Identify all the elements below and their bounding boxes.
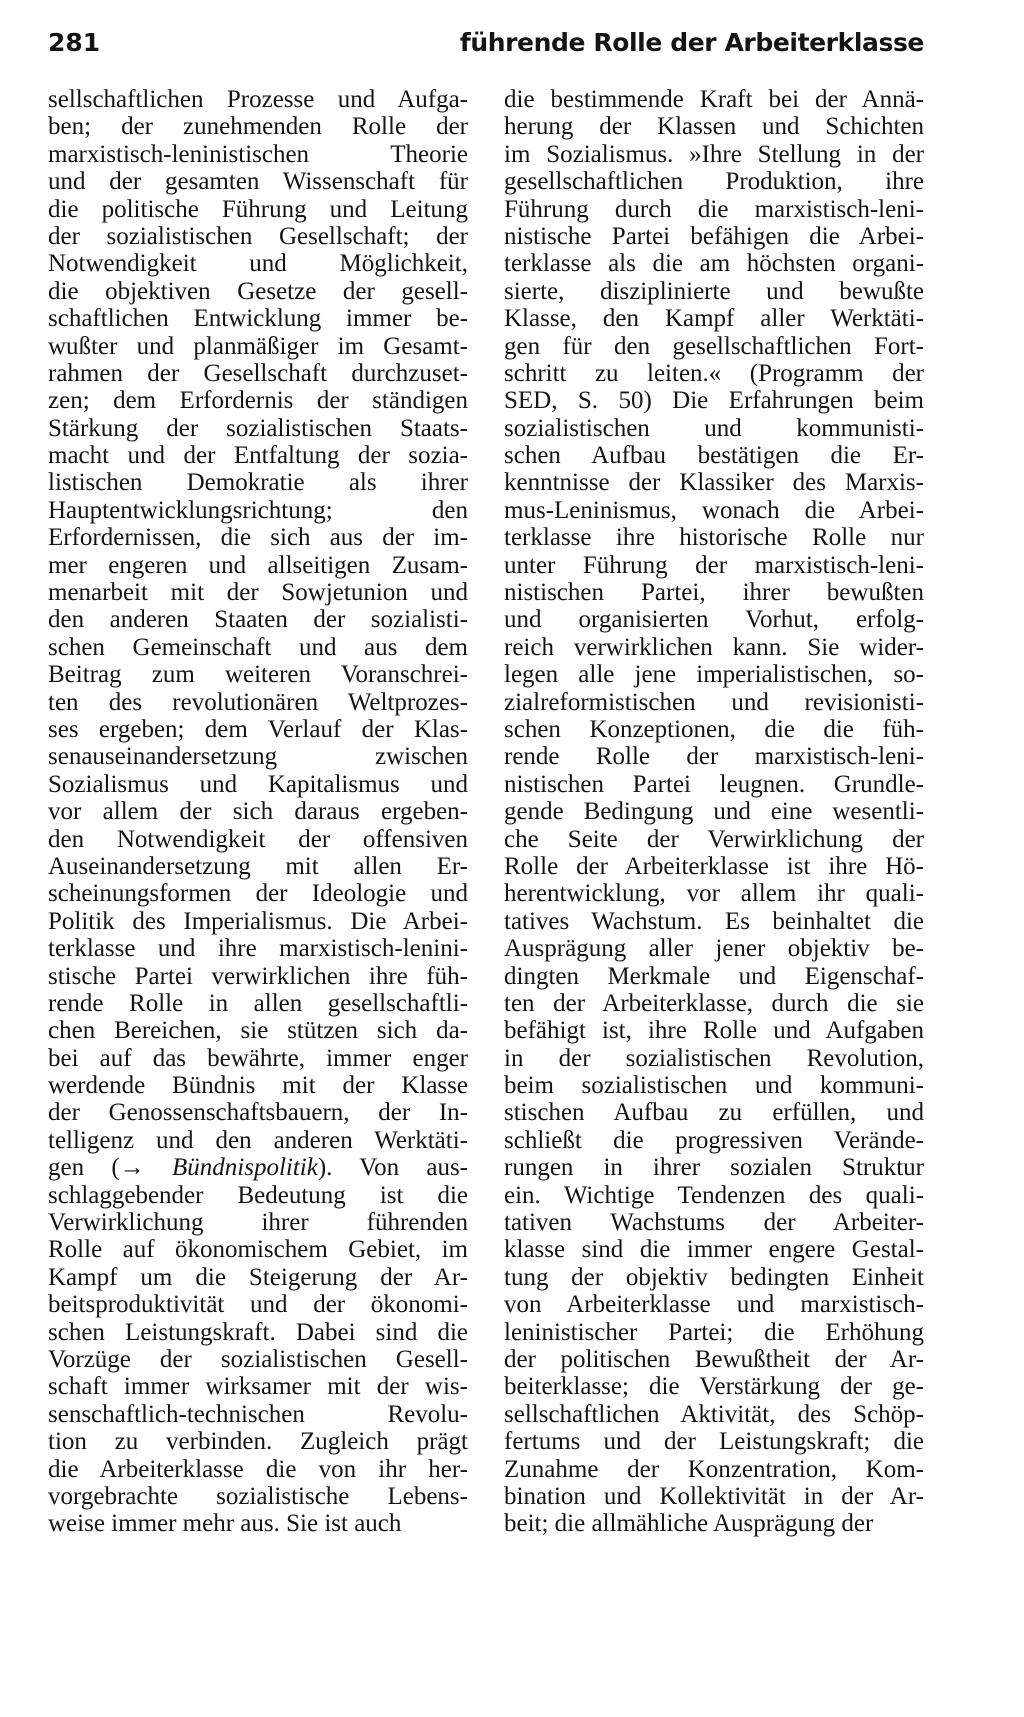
- text-line: rungen in ihrer sozialen Struktur: [504, 1154, 924, 1182]
- text-line: reich verwirklichen kann. Sie wider-: [504, 633, 924, 661]
- text-line: ses ergeben; dem Verlauf der Klas-: [48, 715, 468, 743]
- text-line: befähigt ist, ihre Rolle und Aufgaben: [504, 1017, 924, 1045]
- text-line: den Notwendigkeit der offensiven: [48, 825, 468, 853]
- text-line: die objektiven Gesetze der gesell-: [48, 277, 468, 305]
- text-line: kenntnisse der Klassiker des Marxis-: [504, 469, 924, 497]
- text-line: beit; die allmähliche Ausprägung der: [504, 1510, 874, 1538]
- text-line: in der sozialistischen Revolution,: [504, 1044, 924, 1072]
- text-line: marxistisch-leninistischen Theorie: [48, 140, 468, 168]
- text-line: Zunahme der Konzentration, Kom-: [504, 1455, 924, 1483]
- text-line: Kampf um die Steigerung der Ar-: [48, 1263, 468, 1291]
- text-line: che Seite der Verwirklichung der: [504, 825, 924, 853]
- text-line: Hauptentwicklungsrichtung; den: [48, 496, 468, 524]
- text-line: fertums und der Leistungskraft; die: [504, 1428, 924, 1456]
- text-line: tativen Wachstums der Arbeiter-: [504, 1209, 924, 1237]
- text-line: gen für den gesellschaftlichen Fort-: [504, 332, 924, 360]
- text-column-left: [48, 86, 468, 1538]
- cross-reference-tail: ). Von aus-: [317, 1154, 468, 1182]
- text-line: schen Leistungskraft. Dabei sind die: [48, 1318, 468, 1346]
- text-line: ein. Wichtige Tendenzen des quali-: [504, 1181, 924, 1209]
- text-line: bination und Kollektivität in der Ar-: [504, 1482, 924, 1510]
- text-line: sierte, disziplinierte und bewußte: [504, 277, 924, 305]
- text-line: ten der Arbeiterklasse, durch die sie: [504, 989, 924, 1017]
- text-line: zialreformistischen und revisionisti-: [504, 688, 924, 716]
- text-line: gesellschaftlichen Produktion, ihre: [504, 168, 924, 196]
- text-line: Führung durch die marxistisch-leni-: [504, 195, 924, 223]
- text-line: sellschaftlichen Aktivität, des Schöp-: [504, 1400, 924, 1428]
- text-line: beim sozialistischen und kommuni-: [504, 1072, 924, 1100]
- text-line: gende Bedingung und eine wesentli-: [504, 798, 924, 826]
- text-line: der Genossenschaftsbauern, der In-: [48, 1099, 468, 1127]
- cross-reference-head: gen (→: [48, 1154, 172, 1182]
- page-number: 281: [48, 28, 101, 57]
- text-line: vorgebrachte sozialistische Lebens-: [48, 1482, 468, 1510]
- text-line: schen Konzeptionen, die die füh-: [504, 715, 924, 743]
- running-head: führende Rolle der Arbeiterklasse: [459, 28, 924, 57]
- text-line: Notwendigkeit und Möglichkeit,: [48, 250, 468, 278]
- text-line: Beitrag zum weiteren Voranschrei-: [48, 661, 468, 689]
- text-line: Verwirklichung ihrer führenden: [48, 1209, 468, 1237]
- text-line: herung der Klassen und Schichten: [504, 113, 924, 141]
- text-line: rende Rolle in allen gesellschaftli-: [48, 989, 468, 1017]
- text-line: werdende Bündnis mit der Klasse: [48, 1072, 468, 1100]
- text-line: rahmen der Gesellschaft durchzuset-: [48, 359, 468, 387]
- text-line: zen; dem Erfordernis der ständigen: [48, 387, 468, 415]
- text-line: schaft immer wirksamer mit der wis-: [48, 1373, 468, 1401]
- text-line: [48, 1154, 468, 1181]
- text-line: legen alle jene imperialistischen, so-: [504, 661, 924, 689]
- text-line: im Sozialismus. »Ihre Stellung in der: [504, 140, 924, 168]
- text-line: schlaggebender Bedeutung ist die: [48, 1181, 468, 1209]
- text-line: die Arbeiterklasse die von ihr her-: [48, 1455, 468, 1483]
- text-line: ten des revolutionären Weltprozes-: [48, 688, 468, 716]
- text-line: terklasse als die am höchsten organi-: [504, 250, 924, 278]
- text-line: sellschaftlichen Prozesse und Aufga-: [48, 86, 468, 113]
- text-line: sozialistischen und kommunisti-: [504, 414, 924, 442]
- text-line: terklasse ihre historische Rolle nur: [504, 524, 924, 552]
- text-line: chen Bereichen, sie stützen sich da-: [48, 1017, 468, 1045]
- text-line: die politische Führung und Leitung: [48, 195, 468, 223]
- text-line: von Arbeiterklasse und marxistisch-: [504, 1291, 924, 1319]
- text-line: schritt zu leiten.« (Programm der: [504, 359, 924, 387]
- text-line: unter Führung der marxistisch-leni-: [504, 551, 924, 579]
- cross-reference-term: Bündnispolitik: [172, 1154, 318, 1182]
- text-line: klasse sind die immer engere Gestal-: [504, 1236, 924, 1264]
- text-line: der sozialistischen Gesellschaft; der: [48, 222, 468, 250]
- text-line: Klasse, den Kampf aller Werktäti-: [504, 305, 924, 333]
- text-line: Vorzüge der sozialistischen Gesell-: [48, 1345, 468, 1373]
- text-line: rende Rolle der marxistisch-leni-: [504, 743, 924, 771]
- text-line: telligenz und den anderen Werktäti-: [48, 1126, 468, 1154]
- text-line: Auseinandersetzung mit allen Er-: [48, 852, 468, 880]
- text-line: SED, S. 50) Die Erfahrungen beim: [504, 387, 924, 415]
- text-line: weise immer mehr aus. Sie ist auch: [48, 1510, 402, 1538]
- text-line: tatives Wachstum. Es beinhaltet die: [504, 907, 924, 935]
- text-line: stischen Aufbau zu erfüllen, und: [504, 1099, 924, 1127]
- text-line: die bestimmende Kraft bei der Annä-: [504, 86, 924, 113]
- text-line: schaftlichen Entwicklung immer be-: [48, 305, 468, 333]
- text-line: tion zu verbinden. Zugleich prägt: [48, 1428, 468, 1456]
- text-line: beitsproduktivität und der ökonomi-: [48, 1291, 468, 1319]
- text-line: Erfordernissen, die sich aus der im-: [48, 524, 468, 552]
- text-line: senauseinandersetzung zwischen: [48, 743, 468, 771]
- text-line: nistische Partei befähigen die Arbei-: [504, 222, 924, 250]
- text-line: Politik des Imperialismus. Die Arbei-: [48, 907, 468, 935]
- text-line: und organisierten Vorhut, erfolg-: [504, 606, 924, 634]
- text-line: beiterklasse; die Verstärkung der ge-: [504, 1373, 924, 1401]
- text-line: schen Aufbau bestätigen die Er-: [504, 442, 924, 470]
- text-line: der politischen Bewußtheit der Ar-: [504, 1345, 924, 1373]
- page-header: [48, 28, 924, 68]
- text-line: menarbeit mit der Sowjetunion und: [48, 579, 468, 607]
- text-line: wußter und planmäßiger im Gesamt-: [48, 332, 468, 360]
- text-line: mus-Leninismus, wonach die Arbei-: [504, 496, 924, 524]
- text-line: Sozialismus und Kapitalismus und: [48, 770, 468, 798]
- text-column-right: [504, 86, 924, 1538]
- text-line: mer engeren und allseitigen Zusam-: [48, 551, 468, 579]
- text-line: scheinungsformen der Ideologie und: [48, 880, 468, 908]
- text-line: tung der objektiv bedingten Einheit: [504, 1263, 924, 1291]
- text-line: Rolle der Arbeiterklasse ist ihre Hö-: [504, 852, 924, 880]
- text-line: herentwicklung, vor allem ihr quali-: [504, 880, 924, 908]
- text-line: schließt die progressiven Verände-: [504, 1126, 924, 1154]
- text-line: schen Gemeinschaft und aus dem: [48, 633, 468, 661]
- text-line: vor allem der sich daraus ergeben-: [48, 798, 468, 826]
- text-line: bei auf das bewährte, immer enger: [48, 1044, 468, 1072]
- text-line: dingten Merkmale und Eigenschaf-: [504, 962, 924, 990]
- text-line: Ausprägung aller jener objektiv be-: [504, 935, 924, 963]
- text-line: leninistischer Partei; die Erhöhung: [504, 1318, 924, 1346]
- text-line: und der gesamten Wissenschaft für: [48, 168, 468, 196]
- text-line: listischen Demokratie als ihrer: [48, 469, 468, 497]
- text-line: terklasse und ihre marxistisch-lenini-: [48, 935, 468, 963]
- text-line: ben; der zunehmenden Rolle der: [48, 113, 468, 141]
- text-line: nistischen Partei, ihrer bewußten: [504, 579, 924, 607]
- text-line: stische Partei verwirklichen ihre füh-: [48, 962, 468, 990]
- text-line: Stärkung der sozialistischen Staats-: [48, 414, 468, 442]
- text-line: Rolle auf ökonomischem Gebiet, im: [48, 1236, 468, 1264]
- text-line: senschaftlich-technischen Revolu-: [48, 1400, 468, 1428]
- text-line: nistischen Partei leugnen. Grundle-: [504, 770, 924, 798]
- text-line: macht und der Entfaltung der sozia-: [48, 442, 468, 470]
- text-line: den anderen Staaten der sozialisti-: [48, 606, 468, 634]
